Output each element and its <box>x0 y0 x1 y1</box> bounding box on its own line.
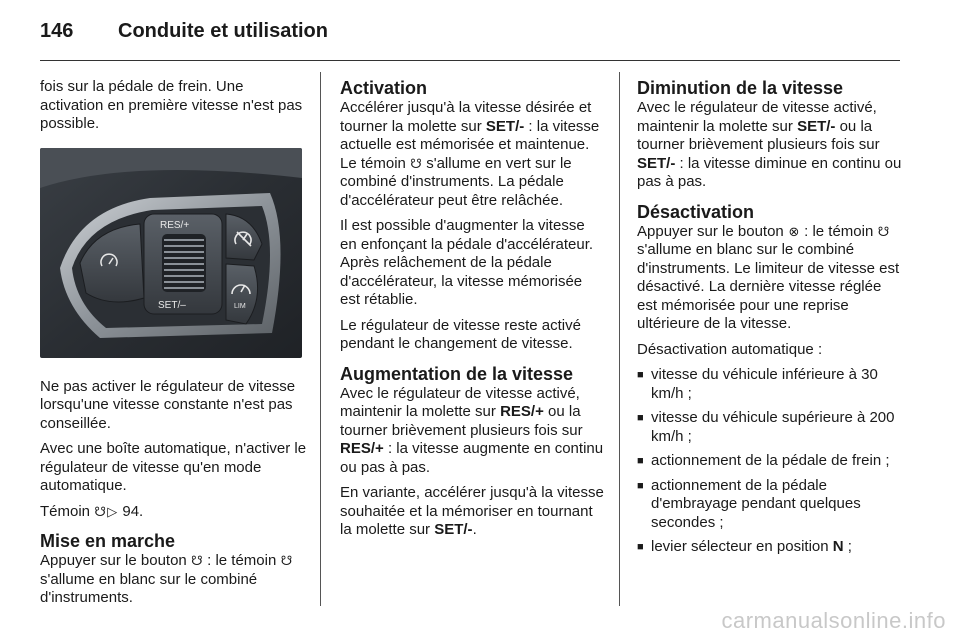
column-divider-1 <box>320 72 321 606</box>
column-2 <box>340 78 604 547</box>
column-1 <box>40 78 308 615</box>
cruise-control-icon: ☋ <box>191 553 203 568</box>
page-ref-arrow-icon: ▷ <box>107 503 118 519</box>
section-diminution <box>637 78 905 192</box>
paragraph: Appuyer sur le bouton ☋ : le témoin ☋ s'allume en blanc sur le combiné d'instruments. <box>40 552 293 606</box>
page-number: 146 <box>40 20 74 42</box>
lim-label: LIM <box>234 302 246 310</box>
steering-wheel-controls-figure <box>40 148 302 358</box>
res-label: RES/+ <box>160 219 190 231</box>
paragraph: Avec une boîte automatique, n'activer le régulateur de vitesse qu'en mode automatique. <box>40 440 307 494</box>
section-mise-en-marche <box>40 531 308 608</box>
paragraph: Témoin ☋▷ 94. <box>40 502 144 520</box>
steering-wheel-illustration <box>40 148 302 358</box>
page-title: Conduite et utilisation <box>118 20 328 42</box>
paragraph: Le régulateur de vitesse reste activé pendant le changement de vitesse. <box>340 316 581 352</box>
paragraph: Ne pas activer le régulateur de vitesse lorsqu'une vitesse constante n'est pas conseillée. <box>40 377 296 432</box>
header-rule <box>40 60 900 61</box>
cruise-control-icon: ☋ <box>877 223 890 239</box>
page-header <box>40 20 900 50</box>
section-desactivation <box>637 202 905 557</box>
paragraph: Accélérer jusqu'à la vitesse désirée et tourner la molette sur SET/- : la vitesse actuelle est mémorisée et maintenue. Le témoin ☋ s'allume en vert sur le combiné d'instruments. La pédale d'accélérateur peut être relâchée. <box>340 99 600 209</box>
section-augmentation <box>340 364 604 540</box>
section-heading: Mise en marche <box>40 531 176 551</box>
paragraph: Avec le régulateur de vitesse activé, maintenir la molette sur SET/- ou la tourner brièvement plusieurs fois sur SET/- : la vitesse diminue en continu ou pas à pas. <box>637 99 902 190</box>
paragraph: Il est possible d'augmenter la vitesse en enfonçant la pédale d'accélérateur. Après relâchement de la pédale d'accélérateur, la vitesse mémorisée est rétablie. <box>340 217 594 308</box>
cruise-control-icon: ☋ <box>410 155 422 171</box>
list-item: ■ vitesse du véhicule supérieure à 200 km/h ; <box>637 409 905 446</box>
paragraph: En variante, accélérer jusqu'à la vitesse souhaitée et la mémoriser en tournant la molette sur SET/-. <box>340 484 604 538</box>
list-item: ■ levier sélecteur en position N ; <box>637 538 905 557</box>
set-label: SET/– <box>158 299 186 311</box>
section-heading: Augmentation de la vitesse <box>340 363 574 384</box>
paragraph: Avec le régulateur de vitesse activé, maintenir la molette sur RES/+ ou la tourner brièvement plusieurs fois sur RES/+ : la vitesse augmente en continu ou pas à pas. <box>340 384 604 476</box>
watermark: carmanualsonline.info <box>721 608 946 633</box>
cruise-cancel-icon: ⊗ <box>788 223 800 239</box>
column-divider-2 <box>619 72 620 606</box>
column-3 <box>637 78 905 563</box>
section-heading: Diminution de la vitesse <box>637 78 844 98</box>
paragraph: fois sur la pédale de frein. Une activation en première vitesse n'est pas possible. <box>40 78 303 132</box>
auto-deactivation-list <box>637 366 905 557</box>
cruise-control-icon: ☋ <box>280 553 293 568</box>
section-heading: Activation <box>340 78 428 98</box>
section-activation <box>340 78 604 354</box>
paragraph: Désactivation automatique : <box>637 340 823 358</box>
cruise-control-icon: ☋ <box>94 503 106 519</box>
paragraph: Appuyer sur le bouton ⊗ : le témoin ☋ s'allume en blanc sur le combiné d'instruments. Le limiteur de vitesse est désactivé. La dernière vitesse réglée est mémorisée pour une reprise ultérieure de la vitesse. <box>637 222 900 332</box>
section-heading: Désactivation <box>637 201 755 222</box>
list-item: ■ actionnement de la pédale d'embrayage pendant quelques secondes ; <box>637 477 905 533</box>
list-item: ■ actionnement de la pédale de frein ; <box>637 452 905 471</box>
list-item: ■ vitesse du véhicule inférieure à 30 km/h ; <box>637 366 905 403</box>
